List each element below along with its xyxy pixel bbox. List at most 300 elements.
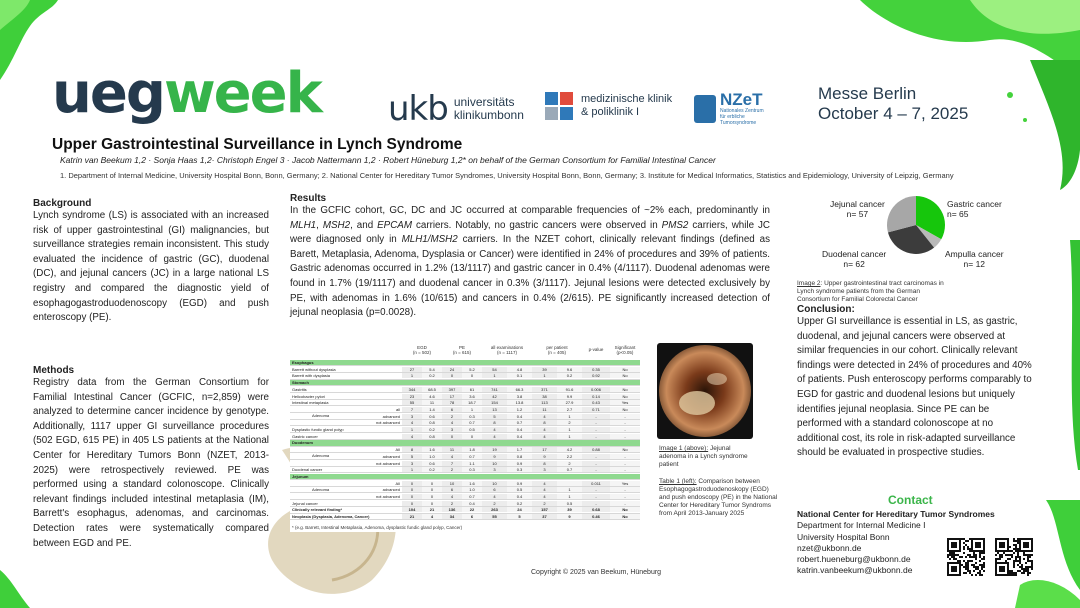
table-cell: - — [582, 427, 610, 432]
table-cell: 0.006 — [582, 387, 610, 392]
table-cell: 78 — [442, 400, 462, 405]
gene-epcam: EPCAM — [377, 219, 412, 231]
table-cell: 0.43 — [582, 400, 610, 405]
gene-msh2: MSH2 — [322, 219, 351, 231]
methods-section — [33, 365, 269, 551]
table-cell: 0.5 — [462, 427, 482, 432]
table-cell: 37 — [532, 514, 557, 519]
table-cell: 22 — [462, 507, 482, 512]
table-section-row — [290, 474, 640, 480]
table-cell: 2 — [442, 467, 462, 472]
table-cell: 4 — [482, 434, 507, 439]
table-cell: 4 — [482, 427, 507, 432]
table-cell: 34 — [442, 514, 462, 519]
table-cell: 91.6 — [557, 387, 582, 392]
table-cell: 1 — [557, 427, 582, 432]
table-cell: 10 — [482, 481, 507, 486]
table-cell: 0.68 — [582, 507, 610, 512]
table-row-label: Barrett without dysplasia — [292, 366, 336, 372]
table-cell: 1 — [402, 373, 422, 378]
table-cell: 1.2 — [507, 407, 532, 412]
table-cell: 0.3 — [462, 414, 482, 419]
copyright: Copyright © 2025 van Beekum, Hüneburg — [531, 569, 662, 576]
table-cell: 5 — [402, 454, 422, 459]
table-cell: 0.4 — [462, 501, 482, 506]
table-cell: 4 — [402, 434, 422, 439]
table-row-label: Clinically relevant finding* — [292, 507, 343, 513]
table-cell: 55 — [482, 514, 507, 519]
pie-label-jejunal: Jejunal cancer n= 57 — [830, 199, 885, 219]
comparison-table — [290, 342, 640, 532]
table-cell: 0.9 — [507, 461, 532, 466]
table-row — [290, 373, 640, 379]
table-cell: 0.8 — [422, 420, 442, 425]
table-row — [290, 467, 640, 473]
messe-line2: October 4 – 7, 2025 — [818, 104, 969, 123]
table-cell: 39 — [532, 367, 557, 372]
table-cell: 0 — [402, 501, 422, 506]
col-all: all examinations — [490, 345, 524, 350]
table-row — [290, 367, 640, 373]
medizinische-klinik-logo — [545, 92, 672, 120]
table-cell: 1 — [557, 494, 582, 499]
messe-line1: Messe Berlin — [818, 84, 917, 103]
table-cell: 263 — [482, 507, 507, 512]
ukb-line2: klinikumbonn — [453, 108, 524, 122]
table-cell: 741 — [482, 387, 507, 392]
image1-caption: Image 1 (above): Jejunal adenoma in a Lynch syndrome patient — [659, 445, 748, 468]
table-cell: 3 — [482, 467, 507, 472]
table-cell: - — [582, 454, 610, 459]
table-row — [290, 400, 640, 406]
table-cell: 4 — [532, 494, 557, 499]
table-cell: 3.6 — [462, 394, 482, 399]
table-cell: 0.7 — [462, 420, 482, 425]
table-cell: 42 — [482, 394, 507, 399]
table-cell: 1 — [462, 407, 482, 412]
table-section-row — [290, 360, 640, 366]
table-header — [290, 342, 640, 361]
table-cell: 0.4 — [507, 494, 532, 499]
table-row — [290, 427, 640, 433]
table-cell: 3 — [402, 461, 422, 466]
contact-email-nzet[interactable]: nzet@ukbonn.de — [797, 542, 862, 553]
table-cell: 0 — [422, 487, 442, 492]
table-cell: - — [582, 434, 610, 439]
table-cell: 4 — [442, 494, 462, 499]
table-section-row — [290, 440, 640, 446]
table-cell: - — [610, 467, 640, 472]
table-cell: 0.35 — [582, 367, 610, 372]
methods-text: Registry data from the German Consortium for Familial Intestinal Cancer (GCFIC, n=2,859) were analyzed to determine cancer incidence by genotype. Additionally, 1117 upper GI surveillance procedures (502 EGD, 615 PE) in 405 LS patients at the National Center for Hereditary Tumors Bonn (NZET, 2013-2025) were retrospectively reviewed. PE was performed using a standard colonoscope. Clinically relevant findings included intestinal metaplasia (IM), Barrett's esophagus, adenomas, and carcinomas. Detection rates were systematically compared between EGD and PE. — [33, 377, 269, 549]
table-cell: 0.7 — [462, 494, 482, 499]
table-footnote: * (e.g. Barrett, Intestinal Metaplasia, Adenoma, dysplastic fundic gland polyp, Cancer) — [292, 525, 463, 530]
gene-mlh1-msh2: MLH1/MSH2 — [401, 234, 458, 246]
ukb-logo — [388, 89, 524, 129]
table-cell: 1 — [557, 434, 582, 439]
results-text: In the GCFIC cohort, GC, DC and JC occurred at comparable frequencies of ~2% each, predominantly in MLH1, MSH2, and EPCAM carriers. Notably, no gastric cancers were observed in PMS2 carriers, while JC were diagnosed only in MLH1/MSH2 carriers. In the NZET cohort, clinically relevant findings (defined as Barett, Metaplasia, Adenoma, Dysplasia or Cancer) were identified in 24% of procedures and 39% of patients. Gastric adenomas occurred in 1.2% (13/1117) and gastric cancer in 0.4% (4/1117). Duodenal adenomas were found in 1.7% (19/1117) and duodenal cancer in 0.3% (3/1117). Jejunal lesions were detected exclusively by PE, with adenomas in 1.6% (10/615) and cancers in 0.4% (2/615). PE significantly increased detection of jejunal neoplasia (p=0.0028). — [290, 205, 770, 319]
table-cell: No — [610, 514, 640, 519]
table-row-label: Duodenum — [292, 440, 313, 446]
table-cell: 0.3 — [462, 467, 482, 472]
mk-line2: & poliklinik I — [581, 106, 640, 118]
nzet-name: NZeT — [720, 90, 763, 109]
conclusion-section — [797, 304, 1032, 461]
table-cell: 1 — [557, 414, 582, 419]
table-cell: 5 — [507, 514, 532, 519]
table-cell: - — [610, 494, 640, 499]
col-pe: PE — [458, 345, 465, 350]
table-cell: 1 — [402, 427, 422, 432]
col-all-n: (n = 1117) — [497, 350, 517, 355]
table-cell: 4.2 — [557, 447, 582, 452]
table-cell: 23 — [402, 394, 422, 399]
table-cell: 24 — [507, 507, 532, 512]
table-row-label: Jejunal cancer — [292, 500, 318, 506]
table-row-label: all — [395, 406, 400, 412]
table-row-label: Dysplastic fundic gland polyp — [292, 427, 344, 432]
table-cell: - — [610, 487, 640, 492]
table-cell: 0.3 — [507, 467, 532, 472]
table-row-label: advanced — [382, 413, 400, 419]
table-cell: No — [610, 387, 640, 392]
table-cell: - — [610, 414, 640, 419]
table-row — [290, 434, 640, 440]
conclusion-text: Upper GI surveillance is essential in LS, as gastric, duodenal, and jejunal cancers were observed at similar frequencies in our cohort. Clinically relevant findings were detected in 24% of procedures and 40% of patients. Push enteroscopy performs comparably to EGD for gastric and duodenal lesions but uniquely identifies jejunal neoplasia. Since PE can be performed with a standard colonoscope at no additional cost, its role in risk-adapted surveillance should be evaluated in prospective studies. — [797, 316, 1032, 459]
table-cell: 68.5 — [422, 387, 442, 392]
table-cell: 0.5 — [557, 501, 582, 506]
table-cell: 4 — [442, 420, 462, 425]
table-cell: 8 — [532, 420, 557, 425]
table-cell: 2 — [557, 461, 582, 466]
table-cell: 2 — [442, 501, 462, 506]
table-row — [290, 487, 640, 493]
table-row — [290, 501, 640, 507]
col-p-value: p-value — [588, 347, 604, 352]
table-row-label: Helicobacter pylori — [292, 393, 325, 399]
table-cell: 0.9 — [507, 481, 532, 486]
col-per-patient: per patient — [546, 345, 568, 350]
gene-mlh1: MLH1 — [290, 219, 317, 231]
table-cell: 24 — [442, 367, 462, 372]
endoscopy-image — [657, 343, 753, 439]
table-cell: 18.7 — [462, 400, 482, 405]
contact-org: National Center for Hereditary Tumor Syndromes — [797, 509, 995, 519]
table-cell: 11 — [442, 447, 462, 452]
table-row — [290, 394, 640, 400]
table-cell: 39 — [557, 507, 582, 512]
table-cell: 10 — [442, 481, 462, 486]
table-cell: 9 — [482, 454, 507, 459]
table-cell: 4 — [532, 414, 557, 419]
poster-title: Upper Gastrointestinal Surveillance in Lynch Syndrome — [52, 136, 463, 153]
table-cell: No — [610, 394, 640, 399]
contact-line1: Department for Internal Medicine I — [797, 520, 926, 531]
table-cell: 38 — [532, 394, 557, 399]
logo-ueg-text: ueg — [52, 61, 164, 126]
table-row-label: Neoplasia (Dysplasia, Adenoma, Cancer) — [292, 514, 370, 520]
table-cell: 0.14 — [582, 394, 610, 399]
contact-line2: University Hospital Bonn — [797, 531, 890, 542]
table-cell: 3 — [402, 414, 422, 419]
table-row — [290, 414, 640, 420]
table-cell: 0.71 — [582, 407, 610, 412]
table-row-label: Esophagus — [292, 360, 314, 365]
table-cell: 7 — [402, 407, 422, 412]
table-cell: 0 — [402, 487, 422, 492]
table-cell: 4 — [532, 487, 557, 492]
background-heading: Background — [33, 198, 92, 209]
qr-code-icon[interactable] — [947, 538, 985, 576]
table-cell: 8 — [532, 461, 557, 466]
table-cell: 66.3 — [507, 387, 532, 392]
table-cell: 1.1 — [462, 461, 482, 466]
col-significant: Significant — [614, 345, 636, 350]
table-cell: 9.9 — [557, 394, 582, 399]
table-cell: 7 — [442, 461, 462, 466]
table-row-label: not advanced — [375, 420, 400, 426]
table-cell: 0.92 — [582, 373, 610, 378]
table-cell: 0.2 — [422, 427, 442, 432]
table-cell: 6 — [462, 514, 482, 519]
table-cell: - — [610, 454, 640, 459]
table-row-label: Stomach — [292, 380, 309, 386]
table-cell: 1.6 — [462, 481, 482, 486]
table-cell: 0 — [422, 501, 442, 506]
table-row-group-label: Adenoma — [312, 453, 330, 459]
table-row-label: not advanced — [375, 494, 400, 499]
table-cell: 4 — [422, 514, 442, 519]
table-cell: 5.4 — [422, 367, 442, 372]
table-cell: 55 — [402, 400, 422, 405]
table-cell: 0 — [422, 494, 442, 499]
table-cell: 10 — [482, 461, 507, 466]
table-cell: 0.4 — [507, 434, 532, 439]
table-cell: 2.7 — [557, 407, 582, 412]
mk-line1: medizinische klinik — [581, 93, 673, 105]
table-cell: 9.6 — [557, 367, 582, 372]
table-cell: 2 — [442, 414, 462, 419]
table-row-label: All — [395, 480, 400, 486]
ukb-line1: universitäts — [453, 95, 515, 109]
table-cell: 0.7 — [557, 467, 582, 472]
table-cell: - — [582, 487, 610, 492]
table-cell: 4 — [482, 494, 507, 499]
table-cell: No — [610, 367, 640, 372]
table-cell: 4 — [532, 434, 557, 439]
table-cell: 0.7 — [507, 420, 532, 425]
table-cell: 1 — [532, 373, 557, 378]
table-cell: 0.6 — [422, 461, 442, 466]
table-cell: No — [610, 447, 640, 452]
table-cell: 3 — [442, 427, 462, 432]
table-cell: 13 — [482, 407, 507, 412]
table-row-label: Intestinal metaplasia — [292, 400, 329, 406]
table-cell: 1.0 — [462, 487, 482, 492]
col-per-patient-n: (n = 405) — [547, 350, 567, 355]
table-row-label: Barrett with dysplasia — [292, 373, 331, 379]
table-row — [290, 454, 640, 460]
table-cell: 0 — [462, 373, 482, 378]
table-cell: 1 — [402, 467, 422, 472]
table-cell: 1.0 — [422, 454, 442, 459]
table-cell: 0.46 — [582, 514, 610, 519]
table-cell: 0 — [422, 481, 442, 486]
table-cell: 8 — [402, 447, 422, 452]
table-cell: Yes — [610, 400, 640, 405]
conclusion-heading: Conclusion: — [797, 304, 855, 315]
table-cell: 17 — [532, 447, 557, 452]
table-cell: - — [610, 501, 640, 506]
table-cell: 9 — [532, 454, 557, 459]
table-row-label: Jejunum — [292, 473, 309, 479]
nzet-logo — [694, 92, 764, 126]
table-cell: 0.2 — [422, 373, 442, 378]
cancer-distribution-pie-chart — [886, 195, 946, 255]
table-row-label: advanced — [382, 487, 400, 493]
table-cell: 4 — [532, 481, 557, 486]
table-cell: 1.8 — [462, 447, 482, 452]
table-cell: 4 — [442, 454, 462, 459]
table-cell: 1.4 — [422, 407, 442, 412]
table-row — [290, 461, 640, 467]
table-cell: 8 — [482, 420, 507, 425]
table-cell: 4.8 — [507, 367, 532, 372]
table-cell: 0.6 — [422, 414, 442, 419]
table-cell: 0.2 — [557, 373, 582, 378]
table-cell: 154 — [482, 400, 507, 405]
table-cell: 0 — [402, 481, 422, 486]
table-cell: 1 — [482, 373, 507, 378]
table-row-label: Gastritis — [292, 386, 307, 392]
table-cell: 0 — [442, 434, 462, 439]
col-egd: EGD — [417, 345, 427, 350]
qr-code-icon[interactable] — [995, 538, 1033, 576]
pie-label-gastric: Gastric cancer n= 65 — [947, 199, 1002, 219]
table-cell: 61 — [462, 387, 482, 392]
table-cell: 0.4 — [507, 414, 532, 419]
table-cell: 54 — [482, 367, 507, 372]
background-section — [33, 198, 269, 326]
event-info — [818, 84, 968, 124]
table-cell: 1.6 — [422, 447, 442, 452]
contact-email-hueneburg[interactable]: robert.hueneburg@ukbonn.de — [797, 554, 911, 565]
table-row-group-label: Adenoma — [312, 486, 330, 492]
col-pe-n: (n = 615) — [452, 350, 472, 355]
table-cell: 4.6 — [422, 394, 442, 399]
table-row-label: All — [395, 447, 400, 453]
ueg-week-logo — [52, 61, 321, 126]
table-cell: 11 — [422, 400, 442, 405]
table-row-label: advanced — [382, 453, 400, 459]
table-cell: - — [610, 434, 640, 439]
table-row-group-label: Adenoma — [312, 412, 330, 418]
table-cell: 0.8 — [507, 454, 532, 459]
nzet-sub2: für erbliche — [720, 114, 745, 120]
table-cell: 17 — [442, 394, 462, 399]
table-cell: - — [582, 467, 610, 472]
pie-label-ampulla: Ampulla cancer n= 12 — [945, 249, 1004, 269]
gene-pms2: PMS2 — [661, 219, 689, 231]
table-cell: 104 — [402, 507, 422, 512]
table-cell: 0.011 — [582, 481, 610, 486]
green-splash-bottom-left — [0, 560, 40, 608]
background-text: Lynch syndrome (LS) is associated with an increased risk of upper gastrointestinal (GI) malignancies, but surveillance strategies remain inconsistent. This study evaluated the incidence of gastric (GC), duodenal (DC), and jejunal cancers (JC) in a large national LS registry and compared the diagnostic yield of esophagogastroduodenoscopy (EGD) and push enteroscopy (PE). — [33, 210, 269, 324]
methods-heading: Methods — [33, 365, 75, 376]
table-cell: 0.5 — [507, 487, 532, 492]
affiliations: 1. Department of Internal Medicine, University Hospital Bonn, Bonn, Germany; 2. National Center for Hereditary Tumor Syndromes, University Hospital Bonn, Bonn, Germany; 3. Institute for Medical Informatics, Statistics and Epidemiology, University of Leipzig, Germany — [60, 171, 954, 180]
table-cell: 6 — [442, 487, 462, 492]
table-cell: 6 — [482, 487, 507, 492]
table-cell: 0.1 — [507, 373, 532, 378]
table-cell: 0.88 — [582, 447, 610, 452]
table-row-label: Gastric cancer — [292, 433, 318, 439]
table-cell: - — [582, 461, 610, 466]
col-egd-n: (n = 502) — [412, 350, 432, 355]
table-cell: 397 — [442, 387, 462, 392]
pie-label-duodenal: Duodenal cancer n= 62 — [822, 249, 887, 269]
table-cell: 4 — [402, 420, 422, 425]
table-row-label: not advanced — [375, 460, 400, 466]
table-cell: 344 — [402, 387, 422, 392]
table-row — [290, 387, 640, 393]
nzet-sub3: Tumorsyndrome — [720, 120, 757, 126]
table-cell: 1 — [557, 487, 582, 492]
table-cell: 9 — [557, 514, 582, 519]
table-cell: - — [610, 420, 640, 425]
results-section — [290, 193, 770, 321]
table-cell: 371 — [532, 387, 557, 392]
contact-email-vanbeekum[interactable]: katrin.vanbeekum@ukbonn.de — [797, 565, 913, 576]
table-cell: - — [582, 501, 610, 506]
table-cell: 13.8 — [507, 400, 532, 405]
ukb-mark: ukb — [388, 89, 448, 129]
table-cell: 0.2 — [422, 467, 442, 472]
table-cell: - — [610, 427, 640, 432]
results-heading: Results — [290, 193, 327, 204]
table-section-row — [290, 380, 640, 386]
table-cell: 21 — [402, 514, 422, 519]
contact-heading: Contact — [888, 493, 933, 507]
table-row — [290, 514, 640, 520]
table-cell: 136 — [442, 507, 462, 512]
table-cell: 0 — [402, 494, 422, 499]
table-row — [290, 420, 640, 426]
image2-caption: Image 2: Upper gastrointestinal tract carcinomas in Lynch syndrome patients from the German Consortium for Familial Colorectal Cancer — [797, 280, 944, 303]
table-cell: 11 — [532, 407, 557, 412]
table-cell: 2 — [557, 420, 582, 425]
table-row — [290, 507, 640, 513]
table-cell: - — [582, 494, 610, 499]
authors: Katrin van Beekum 1,2 · Sonja Haas 1,2· Christoph Engel 3 · Jacob Nattermann 1,2 · Robert Hüneburg 1,2* on behalf of the German Consortium for Familial Intestinal Cancer — [60, 155, 716, 165]
table-cell: No — [610, 507, 640, 512]
table-cell: 0 — [442, 373, 462, 378]
table-cell: 21 — [422, 507, 442, 512]
mk-square-icon — [545, 92, 573, 120]
table-cell: 27.9 — [557, 400, 582, 405]
table-cell: 113 — [532, 400, 557, 405]
table-cell: - — [582, 414, 610, 419]
table-cell: No — [610, 373, 640, 378]
table-cell: 0 — [462, 434, 482, 439]
table-cell: 6 — [442, 407, 462, 412]
table-cell: 3 — [532, 467, 557, 472]
table-cell: 157 — [532, 507, 557, 512]
table-cell: 5.2 — [462, 367, 482, 372]
nzet-badge-icon — [694, 95, 716, 123]
table-cell: 1.7 — [507, 447, 532, 452]
table-row — [290, 494, 640, 500]
